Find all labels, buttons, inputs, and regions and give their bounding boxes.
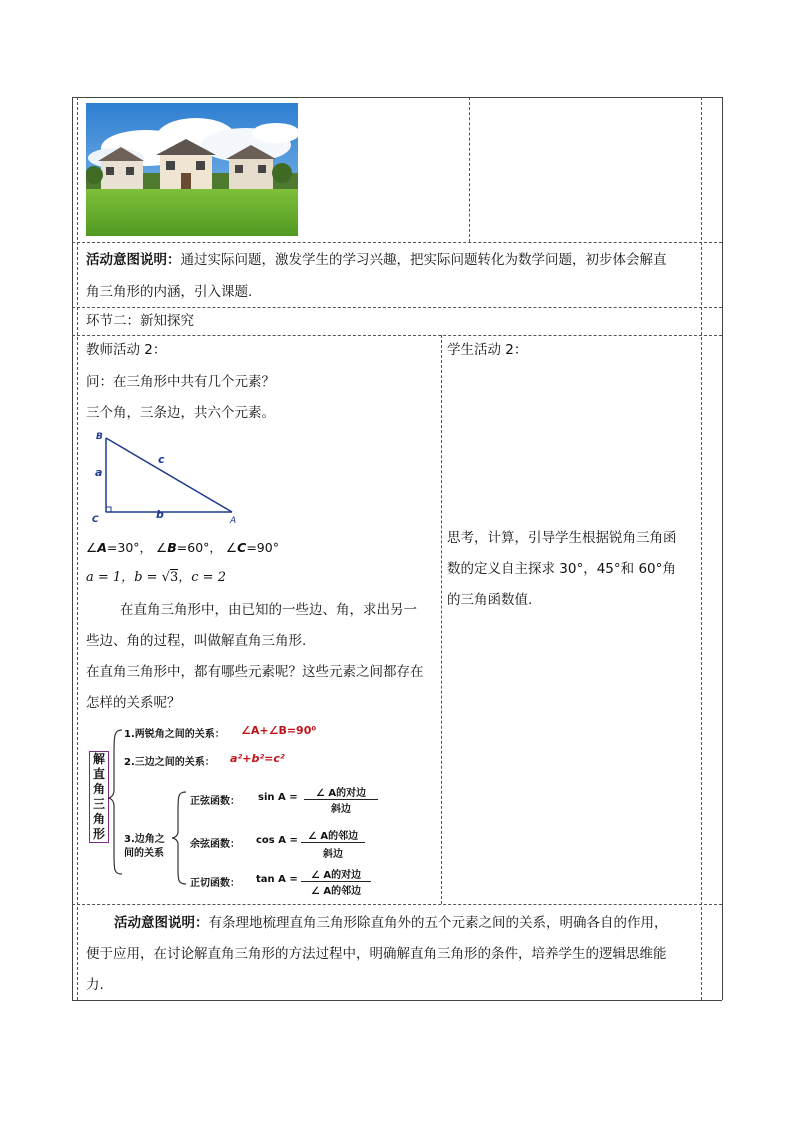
inner-right-border [701, 97, 702, 1000]
angle-val-a: =30°， [106, 540, 153, 555]
para1-line1: 在直角三角形中，由已知的一些边、角，求出另一 [120, 602, 417, 618]
vertex-a-label: A [230, 516, 237, 526]
side-b-label: b [156, 508, 164, 521]
intent1-line2: 角三角形的内涵，引入课题. [86, 284, 253, 300]
side-b-prefix: b = [134, 570, 162, 585]
side-a-label: a [95, 466, 103, 479]
intent2-text1: 有条理地梳理直角三角形除直角外的五个元素之间的关系，明确各自的作用， [208, 915, 668, 931]
sqrt-radicand: 3 [169, 570, 179, 585]
frame-bottom-border [72, 1000, 722, 1001]
mindmap-root-char: 角 [92, 812, 105, 826]
angle-val-b: =60°， [176, 540, 222, 555]
angle-sym-b: ∠ [156, 540, 168, 555]
angle-var-b: B [167, 540, 177, 555]
side-c-value: ，c = 2 [178, 570, 226, 585]
tan-label: 正切函数： [190, 878, 240, 889]
col-divider-top [469, 97, 470, 242]
mindmap-root-char: 三 [92, 797, 105, 811]
teacher-question: 问：在三角形中共有几个元素？ [86, 374, 275, 390]
angle-val-c: =90° [246, 540, 279, 555]
side-c-label: c [158, 453, 165, 466]
intent1-text1: 通过实际问题，激发学生的学习兴趣，把实际问题转化为数学问题，初步体会解直 [180, 252, 667, 268]
angle-var-a: A [97, 540, 107, 555]
para2-line2: 怎样的关系呢？ [86, 695, 181, 711]
vertex-b-label: B [96, 432, 103, 442]
mindmap-root-box [89, 751, 109, 843]
sin-denominator: 斜边 [331, 804, 351, 815]
cos-denominator: 斜边 [323, 849, 343, 860]
angle-var-c: C [237, 540, 247, 555]
student-heading: 学生活动 2： [447, 342, 528, 358]
vertex-c-label: C [92, 515, 99, 525]
mindmap-item1-formula: ∠A+∠B=90⁰ [241, 724, 317, 737]
intent2-label: 活动意图说明： [114, 915, 209, 931]
teacher-heading: 教师活动 2： [86, 342, 167, 358]
sin-function: sin A = [258, 792, 298, 803]
mindmap-braces [108, 724, 198, 894]
para1-line2: 些边、角的过程，叫做解直角三角形. [86, 633, 307, 649]
intent1-label: 活动意图说明： [86, 252, 181, 268]
inner-left-border [77, 97, 78, 1000]
frame-left-border [72, 97, 73, 1000]
student-line2: 数的定义自主探求 30°，45°和 60°角 [447, 561, 676, 577]
mindmap-item3-line1: 3.边角之 [124, 834, 165, 845]
col-divider-mid [441, 335, 442, 904]
intent2-line2: 便于应用，在讨论解直角三角形的方法过程中，明确解直角三角形的条件，培养学生的逻辑思维能 [86, 946, 667, 962]
sin-numerator: ∠ A的对边 [304, 784, 378, 800]
intent1-line1 [86, 250, 667, 270]
right-triangle-figure [86, 428, 246, 528]
sqrt-symbol: √ [161, 570, 170, 585]
student-line3: 的三角函数值. [447, 592, 533, 608]
cos-label: 余弦函数： [190, 839, 240, 850]
mindmap-root-char: 角 [92, 782, 105, 796]
cos-function: cos A = [256, 835, 298, 846]
student-line1: 思考，计算，引导学生根据锐角三角函 [447, 530, 677, 546]
angle-sym-c: ∠ [225, 540, 238, 555]
row-divider-3 [72, 335, 722, 336]
frame-top-border [72, 97, 722, 98]
mindmap-item2-formula: a²+b²=c² [230, 752, 285, 765]
sides-line [86, 568, 226, 588]
angles-line [86, 538, 279, 558]
triangle-side-c [106, 438, 232, 512]
intent2-line1 [114, 913, 668, 933]
frame-right-border [722, 97, 723, 1000]
row-divider-2 [72, 307, 722, 308]
intent2-line3: 力. [86, 977, 104, 993]
section2-title: 环节二：新知探究 [86, 313, 194, 329]
angle-sym-a: ∠ [86, 540, 98, 555]
tan-function: tan A = [256, 874, 298, 885]
mindmap-item1: 1.两锐角之间的关系： [124, 729, 225, 740]
cos-numerator: ∠ A的邻边 [301, 827, 365, 843]
para2-line1: 在直角三角形中，都有哪些元素呢？这些元素之间都存在 [86, 664, 424, 680]
side-a-value: a = 1， [86, 570, 135, 585]
mindmap-item3-line2: 间的关系 [124, 848, 164, 859]
sin-label: 正弦函数： [190, 796, 240, 807]
mindmap-root-char: 直 [92, 767, 105, 781]
teacher-answer: 三个角，三条边，共六个元素。 [86, 405, 275, 421]
row-divider-4 [72, 904, 722, 905]
mindmap-root-char: 形 [92, 827, 105, 841]
mindmap-root-char: 解 [92, 752, 105, 766]
mindmap-item2: 2.三边之间的关系： [124, 757, 215, 768]
house-photo [86, 103, 298, 236]
row-divider-1 [72, 242, 722, 243]
tan-numerator: ∠ A的对边 [301, 866, 371, 882]
tan-denominator: ∠ A的邻边 [310, 886, 362, 897]
